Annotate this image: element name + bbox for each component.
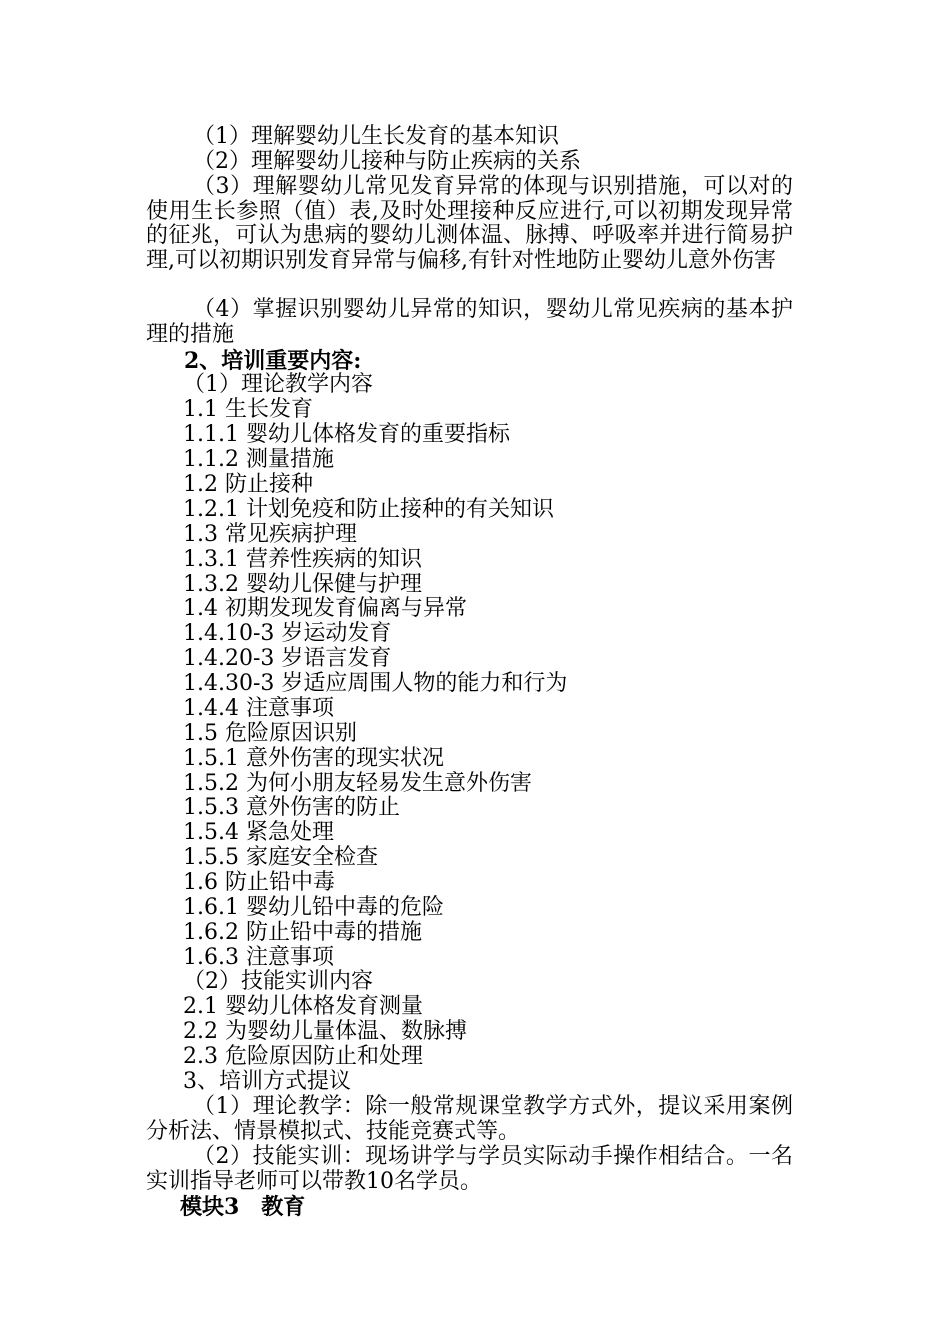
section-2-heading: 2、培训重要内容: — [184, 348, 362, 374]
theory-item: 1.1 生长发育 — [183, 397, 313, 422]
theory-item: 1.6 防止铅中毒 — [183, 870, 335, 895]
theory-item: 1.6.3 注意事项 — [183, 945, 334, 970]
theory-item: 1.5.5 家庭安全检查 — [183, 845, 378, 870]
objective-4: （4）掌握识别婴幼儿异常的知识，婴幼儿常见疾病的基本护理的措施 — [146, 297, 793, 347]
objective-1: （1）理解婴幼儿生长发育的基本知识 — [193, 124, 559, 149]
theory-item: 1.5.1 意外伤害的现实状况 — [183, 746, 444, 771]
skills-item: 2.3 危险原因防止和处理 — [183, 1044, 423, 1069]
objective-3: （3）理解婴幼儿常见发育异常的体现与识别措施，可以对的使用生长参照（值）表,及时处理接种反应进行,可以初期发现异常的征兆，可认为患病的婴幼儿测体温、脉搏、呼吸率并进行简易护理,可以初期识别发育异常与偏移,有针对性地防止婴幼儿意外伤害 — [146, 174, 793, 273]
theory-item: 1.5.3 意外伤害的防止 — [183, 795, 400, 820]
theory-item: 1.2 防止接种 — [183, 472, 313, 497]
theory-item: 1.4.20-3 岁语言发育 — [183, 646, 392, 671]
theory-item: 1.6.1 婴幼儿铅中毒的危险 — [183, 895, 444, 920]
module-heading: 模块3 教育 — [180, 1194, 306, 1220]
theory-item: 1.4.10-3 岁运动发育 — [183, 621, 392, 646]
theory-item: 1.1.2 测量措施 — [183, 447, 334, 472]
objective-2: （2）理解婴幼儿接种与防止疾病的关系 — [193, 149, 581, 174]
method-2: （2）技能实训：现场讲学与学员实际动手操作相结合。一名实训指导老师可以带教10名学员。 — [146, 1144, 793, 1194]
theory-item: 1.5 危险原因识别 — [183, 721, 357, 746]
theory-item: 1.4.30-3 岁适应周围人物的能力和行为 — [183, 671, 568, 696]
theory-item: 1.1.1 婴幼儿体格发育的重要指标 — [183, 422, 510, 447]
theory-heading: （1）理论教学内容 — [183, 372, 373, 397]
theory-item: 1.3.2 婴幼儿保健与护理 — [183, 572, 422, 597]
theory-item: 1.6.2 防止铅中毒的措施 — [183, 920, 422, 945]
theory-item: 1.5.2 为何小朋友轻易发生意外伤害 — [183, 771, 532, 796]
theory-item: 1.3 常见疾病护理 — [183, 522, 357, 547]
method-1: （1）理论教学：除一般常规课堂教学方式外，提议采用案例分析法、情景模拟式、技能竞赛式等。 — [146, 1094, 793, 1144]
section-3-heading: 3、培训方式提议 — [183, 1069, 351, 1094]
skills-item: 2.2 为婴幼儿量体温、数脉搏 — [183, 1019, 467, 1044]
theory-item: 1.5.4 紧急处理 — [183, 820, 334, 845]
theory-item: 1.4 初期发现发育偏离与异常 — [183, 596, 467, 621]
theory-item: 1.2.1 计划免疫和防止接种的有关知识 — [183, 497, 554, 522]
skills-heading: （2）技能实训内容 — [183, 969, 373, 994]
theory-item: 1.3.1 营养性疾病的知识 — [183, 547, 422, 572]
theory-item: 1.4.4 注意事项 — [183, 696, 334, 721]
skills-item: 2.1 婴幼儿体格发育测量 — [183, 994, 423, 1019]
